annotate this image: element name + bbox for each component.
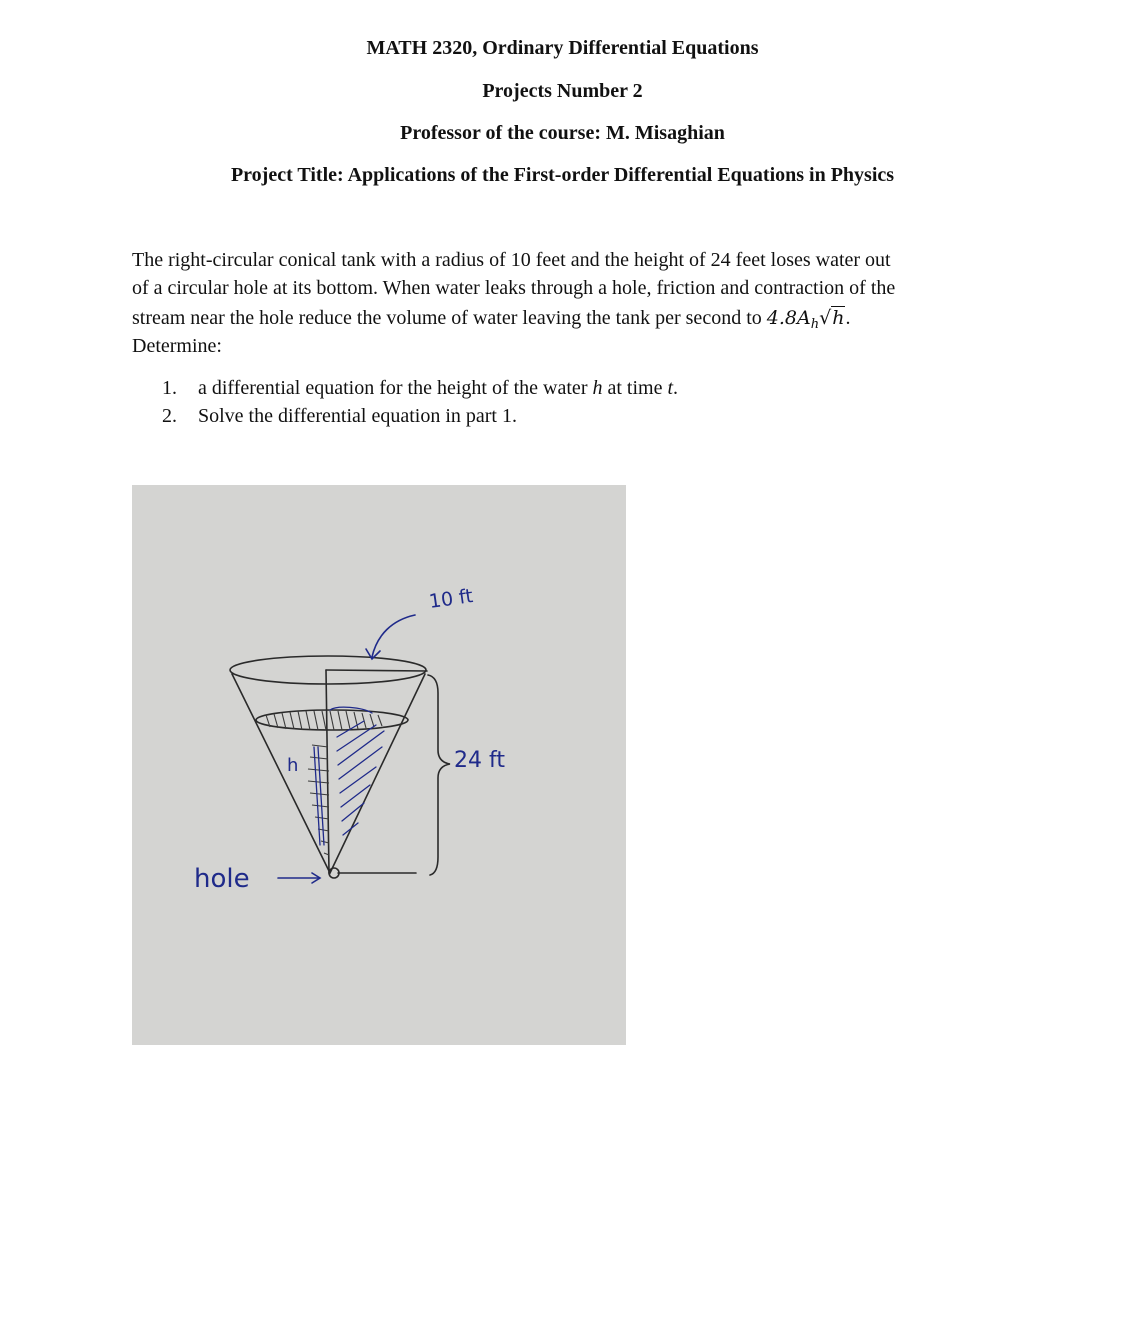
problem-line-3-text: stream near the hole reduce the volume of water leaving the tank per second to bbox=[132, 307, 767, 329]
height-label: 24 ft bbox=[454, 748, 505, 773]
rate-coefficient: 4.8 bbox=[766, 307, 797, 329]
height-brace bbox=[428, 675, 450, 875]
task-var-t: t bbox=[667, 377, 674, 399]
task-text-before: a differential equation for the height of the water bbox=[198, 377, 593, 399]
rate-formula bbox=[766, 307, 846, 332]
project-title: Project Title: Applications of the First-order Differential Equations in Physics bbox=[230, 164, 895, 186]
professor-line: Professor of the course: M. Misaghian bbox=[400, 122, 725, 144]
radius-label: 10 ft bbox=[427, 585, 475, 613]
list-item bbox=[162, 374, 678, 402]
problem-line-3 bbox=[132, 304, 992, 332]
problem-line-2: of a circular hole at its bottom. When water leaks through a hole, friction and contraction of the bbox=[132, 277, 896, 299]
radius-line bbox=[326, 670, 427, 671]
task-var-h: h bbox=[592, 377, 603, 399]
task-number: 1. bbox=[162, 377, 177, 399]
problem-line-1: The right-circular conical tank with a radius of 10 feet and the height of 24 feet loses water out bbox=[132, 249, 891, 271]
list-item bbox=[162, 402, 678, 430]
rate-sqrt-arg: h bbox=[832, 307, 845, 329]
hole-label: hole bbox=[194, 864, 250, 894]
sqrt-icon: √ bbox=[819, 307, 832, 329]
cone-sketch-drawing bbox=[132, 485, 626, 1045]
task-text-after: . bbox=[673, 377, 679, 399]
task-text-middle: at time bbox=[602, 377, 668, 399]
task-number: 2. bbox=[162, 405, 177, 427]
ink-arrows bbox=[278, 615, 415, 883]
rate-symbol: A bbox=[796, 307, 811, 329]
task-list bbox=[162, 374, 678, 430]
problem-statement bbox=[132, 246, 992, 360]
project-number: Projects Number 2 bbox=[482, 80, 643, 102]
radius-arrow bbox=[372, 615, 415, 657]
water-level-label: h bbox=[287, 755, 299, 776]
problem-line-3-end: . bbox=[845, 307, 851, 329]
cone-tank-sketch bbox=[132, 485, 626, 1045]
problem-line-4: Determine: bbox=[132, 335, 222, 357]
course-title: MATH 2320, Ordinary Differential Equations bbox=[366, 37, 759, 59]
rate-subscript: h bbox=[810, 317, 820, 332]
pencil-lines bbox=[230, 656, 450, 878]
task-text: Solve the differential equation in part 1. bbox=[198, 405, 517, 427]
